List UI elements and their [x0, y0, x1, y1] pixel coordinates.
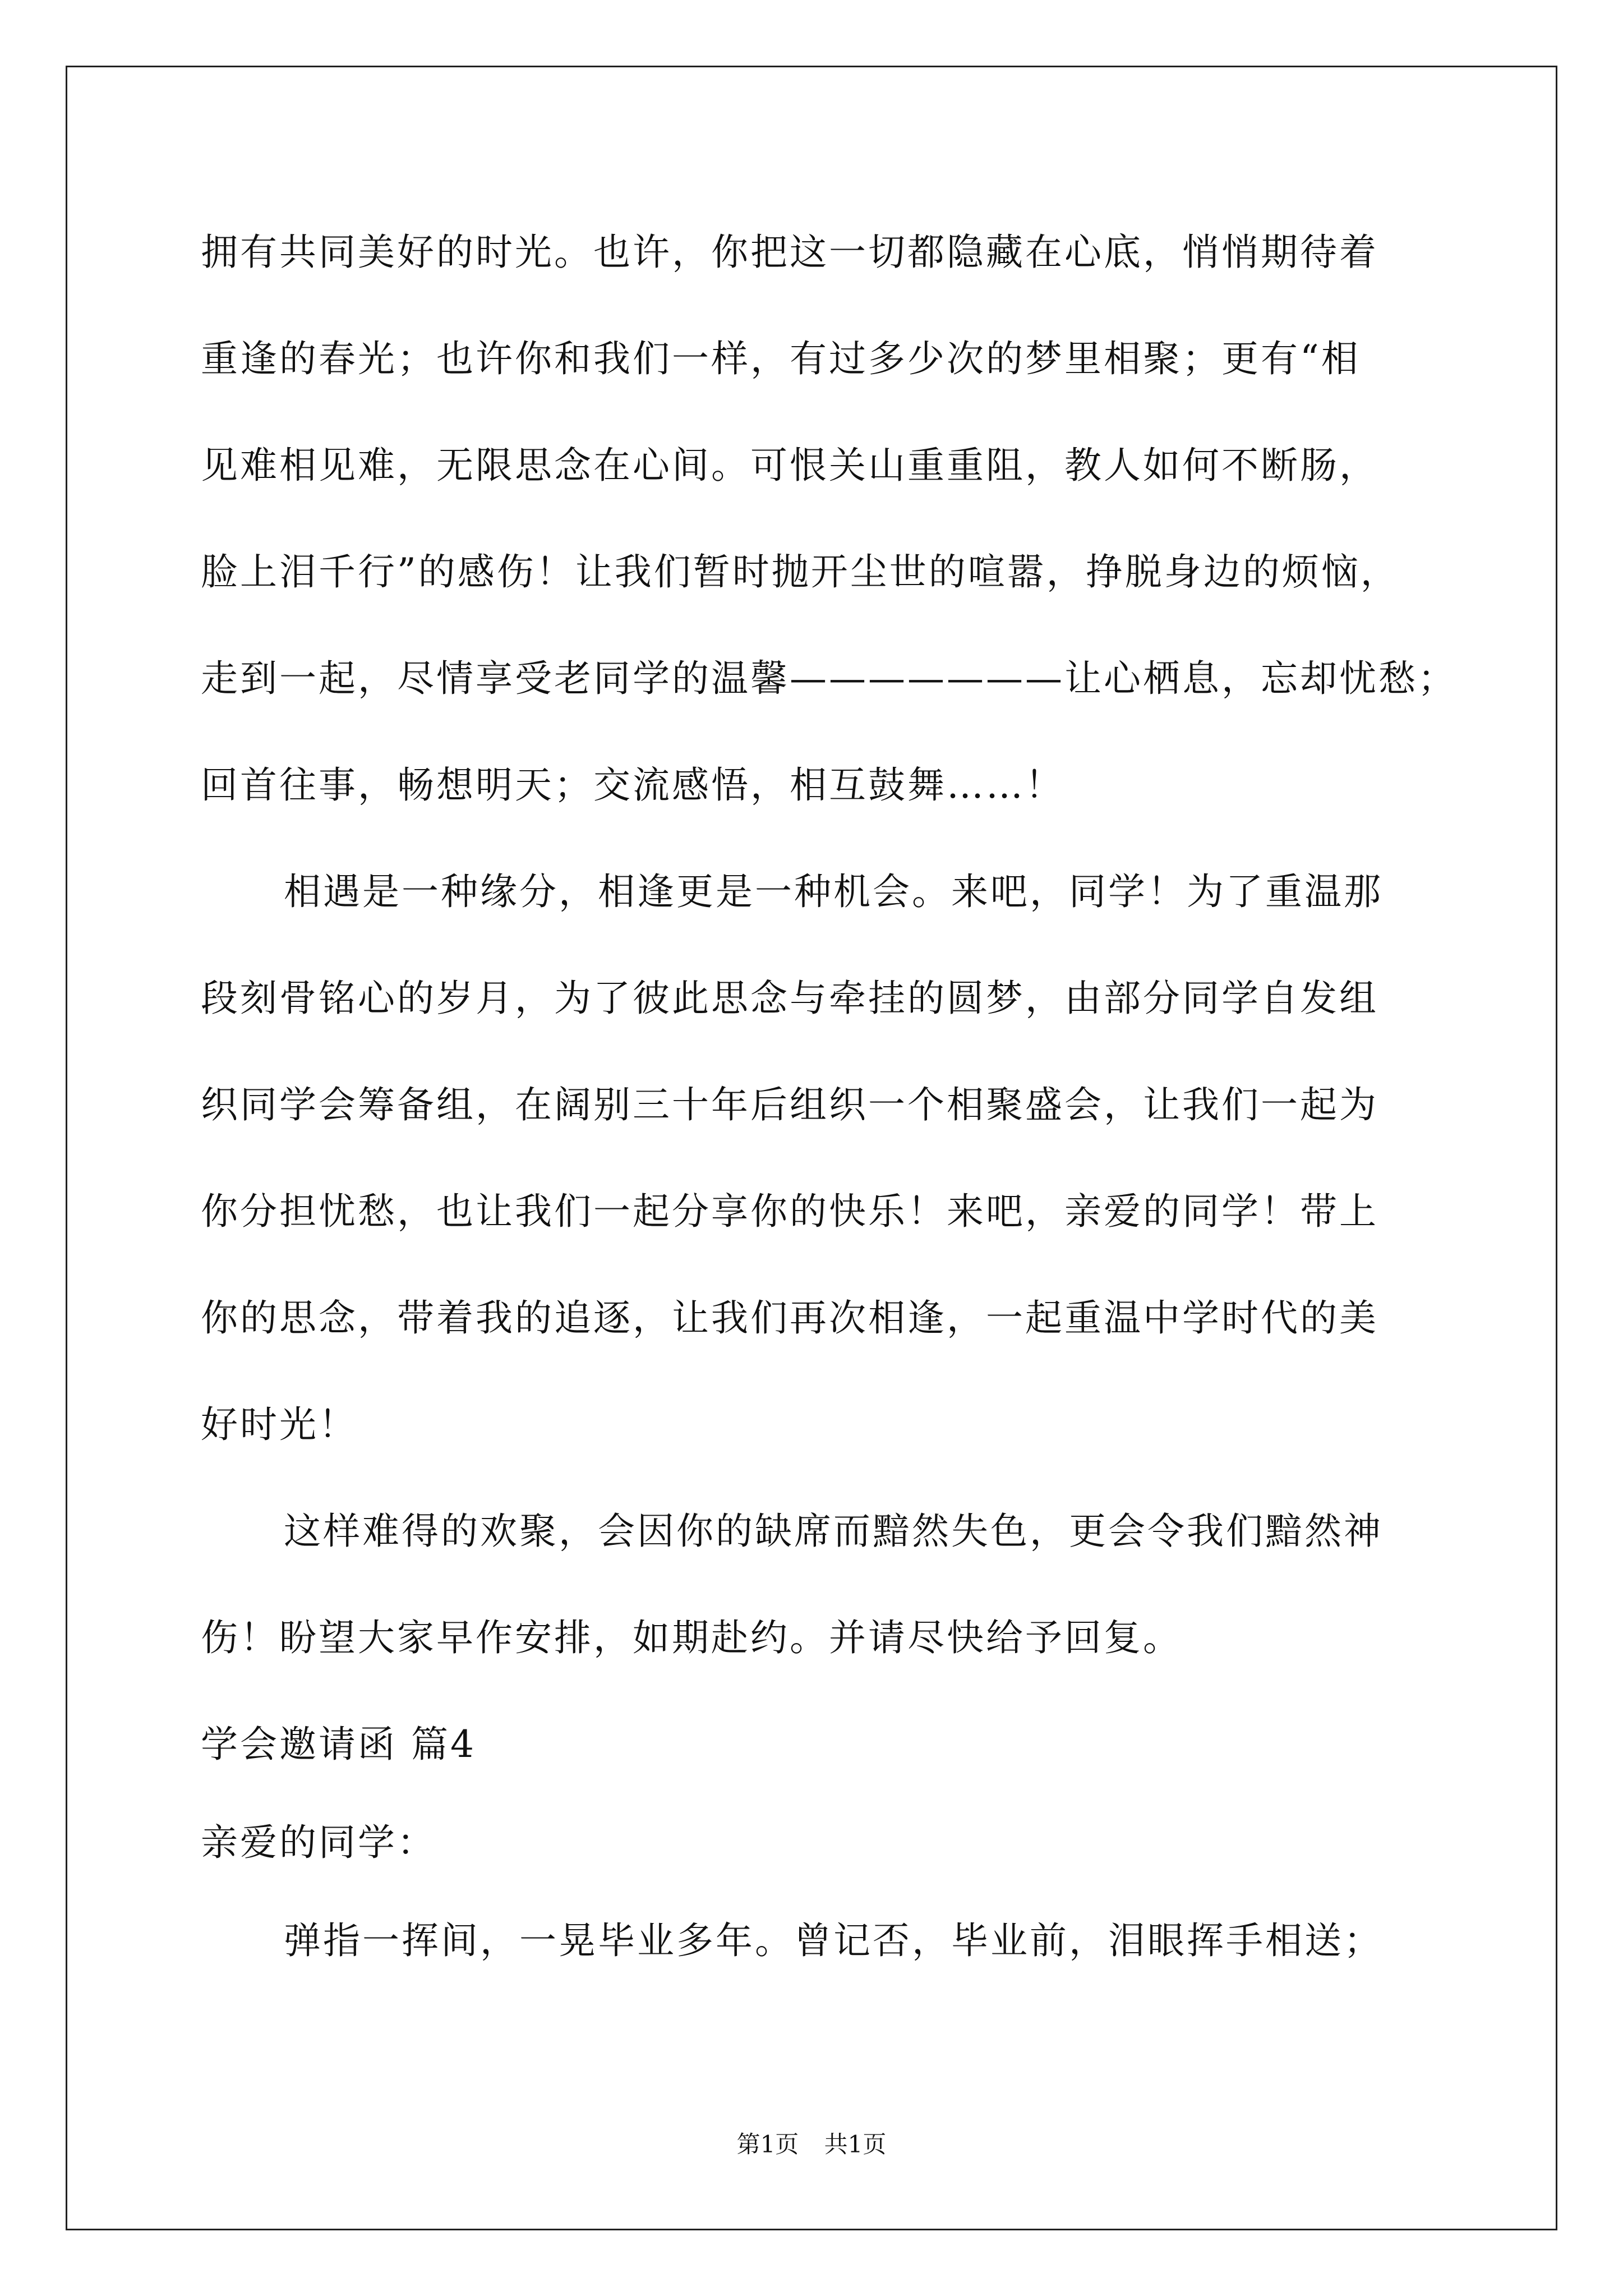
text-line: 重逢的春光；也许你和我们一样，有过多少次的梦里相聚；更有“相 — [201, 337, 1361, 380]
page-footer — [0, 2128, 1623, 2161]
text-line: 走到一起，尽情享受老同学的温馨———————让心栖息，忘却忧愁； — [201, 657, 1457, 700]
section-heading: 学会邀请函 篇4 — [201, 1723, 476, 1766]
salutation: 亲爱的同学： — [201, 1821, 436, 1864]
text-line: 伤！盼望大家早作安排，如期赴约。并请尽快给予回复。 — [201, 1616, 1182, 1659]
paragraph-start-line: 弹指一挥间，一晃毕业多年。曾记否，毕业前，泪眼挥手相送； — [284, 1919, 1383, 1962]
paragraph-start-line: 相遇是一种缘分，相逢更是一种机会。来吧，同学！为了重温那 — [284, 870, 1383, 913]
text-line: 织同学会筹备组，在阔别三十年后组织一个相聚盛会，让我们一起为 — [201, 1083, 1378, 1126]
text-line: 段刻骨铭心的岁月，为了彼此思念与牵挂的圆梦，由部分同学自发组 — [201, 977, 1378, 1020]
text-line: 脸上泪千行”的感伤！让我们暂时抛开尘世的喧嚣，挣脱身边的烦恼， — [201, 550, 1400, 593]
text-line: 你的思念，带着我的追逐，让我们再次相逢，一起重温中学时代的美 — [201, 1296, 1378, 1340]
page-total: 共1页 — [824, 2131, 887, 2158]
text-line: 好时光！ — [201, 1403, 358, 1446]
paragraph-start-line: 这样难得的欢聚，会因你的缺席而黯然失色，更会令我们黯然神 — [284, 1510, 1383, 1553]
page-number: 第1页 — [736, 2131, 799, 2158]
text-line: 回首往事，畅想明天；交流感悟，相互鼓舞……！ — [201, 763, 1064, 807]
text-line: 见难相见难，无限思念在心间。可恨关山重重阻，教人如何不断肠， — [201, 444, 1378, 487]
text-line: 拥有共同美好的时光。也许，你把这一切都隐藏在心底，悄悄期待着 — [201, 231, 1378, 274]
document-body — [201, 208, 1457, 2003]
text-line: 你分担忧愁，也让我们一起分享你的快乐！来吧，亲爱的同学！带上 — [201, 1190, 1378, 1233]
